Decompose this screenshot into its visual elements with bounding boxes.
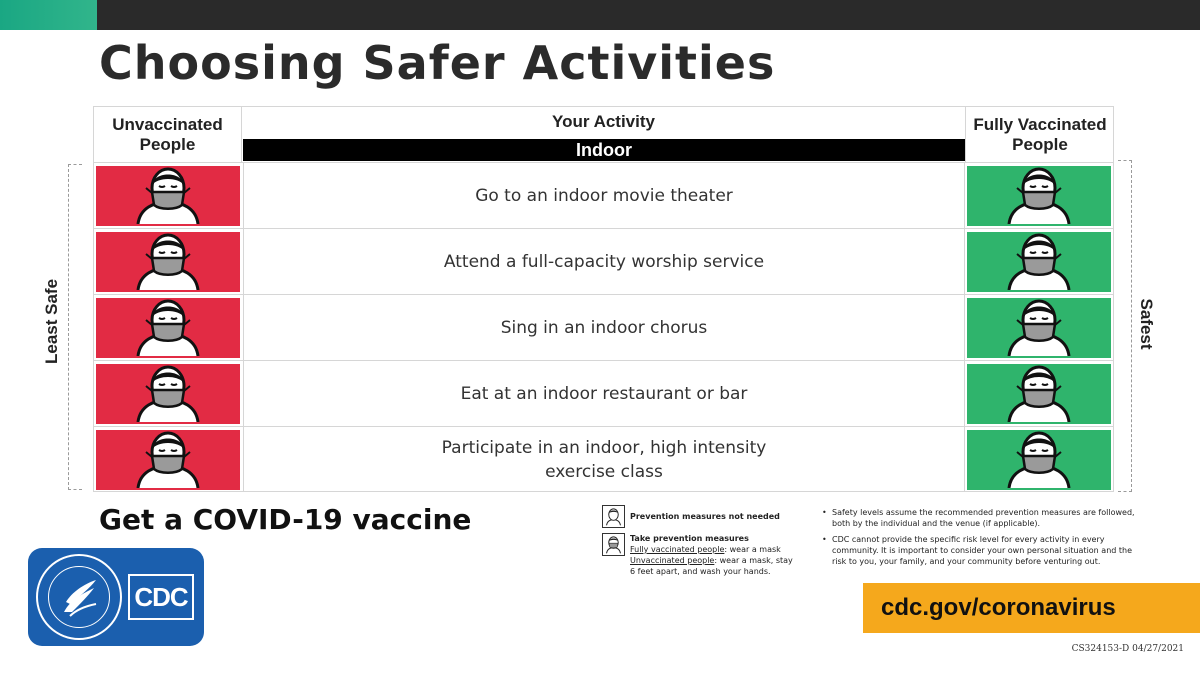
activity-table: [93, 106, 1114, 492]
masked-person-icon: [132, 230, 204, 294]
masked-person-icon: [132, 296, 204, 360]
masked-person-icon: [1003, 164, 1075, 228]
legend-unvaccinated-text: : wear a mask, stay 6 feet apart, and wash your hands.: [630, 556, 793, 576]
masked-person-icon: [1003, 230, 1075, 294]
unvaccinated-risk-cell: [96, 232, 240, 292]
activity-label: Go to an indoor movie theater: [243, 163, 965, 228]
top-bar-accent: [0, 0, 97, 30]
footnotes: [822, 507, 1142, 572]
cdc-url-link[interactable]: cdc.gov/coronavirus: [863, 583, 1200, 633]
table-row: [94, 162, 1113, 228]
legend-take-measures-title: Take prevention measures: [630, 534, 749, 543]
masked-person-icon: [1003, 428, 1075, 492]
legend-vaccinated-label: Fully vaccinated people: [630, 545, 725, 554]
legend-vaccinated-text: : wear a mask: [724, 545, 781, 554]
masked-person-icon: [132, 428, 204, 492]
page-title: Choosing Safer Activities: [99, 36, 776, 90]
least-safe-bracket: [68, 164, 82, 490]
masked-person-icon: [1003, 362, 1075, 426]
activity-label: Sing in an indoor chorus: [243, 295, 965, 360]
masked-person-icon: [1003, 296, 1075, 360]
safest-bracket: [1118, 160, 1132, 492]
unvaccinated-risk-cell: [96, 298, 240, 358]
top-bar: [0, 0, 1200, 30]
activity-label: Participate in an indoor, high intensity exercise class: [243, 427, 965, 492]
document-code: CS324153-D 04/27/2021: [1071, 644, 1184, 654]
hhs-seal-icon: [36, 554, 122, 640]
vaccinated-risk-cell: [967, 166, 1111, 226]
legend-no-measures-text: Prevention measures not needed: [630, 512, 780, 521]
masked-person-icon: [602, 533, 625, 556]
vaccinated-risk-cell: [967, 430, 1111, 490]
vaccinated-risk-cell: [967, 232, 1111, 292]
cdc-logo-text: CDC: [128, 574, 194, 620]
unvaccinated-risk-cell: [96, 364, 240, 424]
table-row: [94, 426, 1113, 492]
footnote-risk-level: • CDC cannot provide the specific risk level for every activity in every community. It is important to consider your own personal situation and the risk to you, your family, and your community before venturing out.: [822, 534, 1142, 567]
section-indoor: Indoor: [243, 139, 965, 161]
hhs-cdc-logo: [28, 548, 204, 646]
footnote-safety-levels: • Safety levels assume the recommended prevention measures are followed, both by the individual and the venue (if applicable).: [822, 507, 1142, 529]
activity-label: Eat at an indoor restaurant or bar: [243, 361, 965, 426]
table-row: [94, 360, 1113, 426]
legend-take-measures: [602, 533, 798, 577]
vaccine-cta: Get a COVID-19 vaccine: [99, 503, 472, 536]
unmasked-person-icon: [602, 505, 625, 528]
least-safe-label: Least Safe: [42, 278, 61, 364]
unvaccinated-risk-cell: [96, 166, 240, 226]
legend-no-measures: [602, 505, 780, 528]
header-your-activity: Your Activity: [552, 112, 655, 131]
legend-unvaccinated-label: Unvaccinated people: [630, 556, 715, 565]
activity-label: Attend a full-capacity worship service: [243, 229, 965, 294]
unvaccinated-risk-cell: [96, 430, 240, 490]
vaccinated-risk-cell: [967, 298, 1111, 358]
table-row: [94, 228, 1113, 294]
vaccinated-risk-cell: [967, 364, 1111, 424]
safest-label: Safest: [1137, 298, 1156, 350]
header-unvaccinated: Unvaccinated People: [94, 107, 242, 162]
masked-person-icon: [132, 164, 204, 228]
table-row: [94, 294, 1113, 360]
masked-person-icon: [132, 362, 204, 426]
header-fully-vaccinated: Fully Vaccinated People: [965, 107, 1114, 162]
